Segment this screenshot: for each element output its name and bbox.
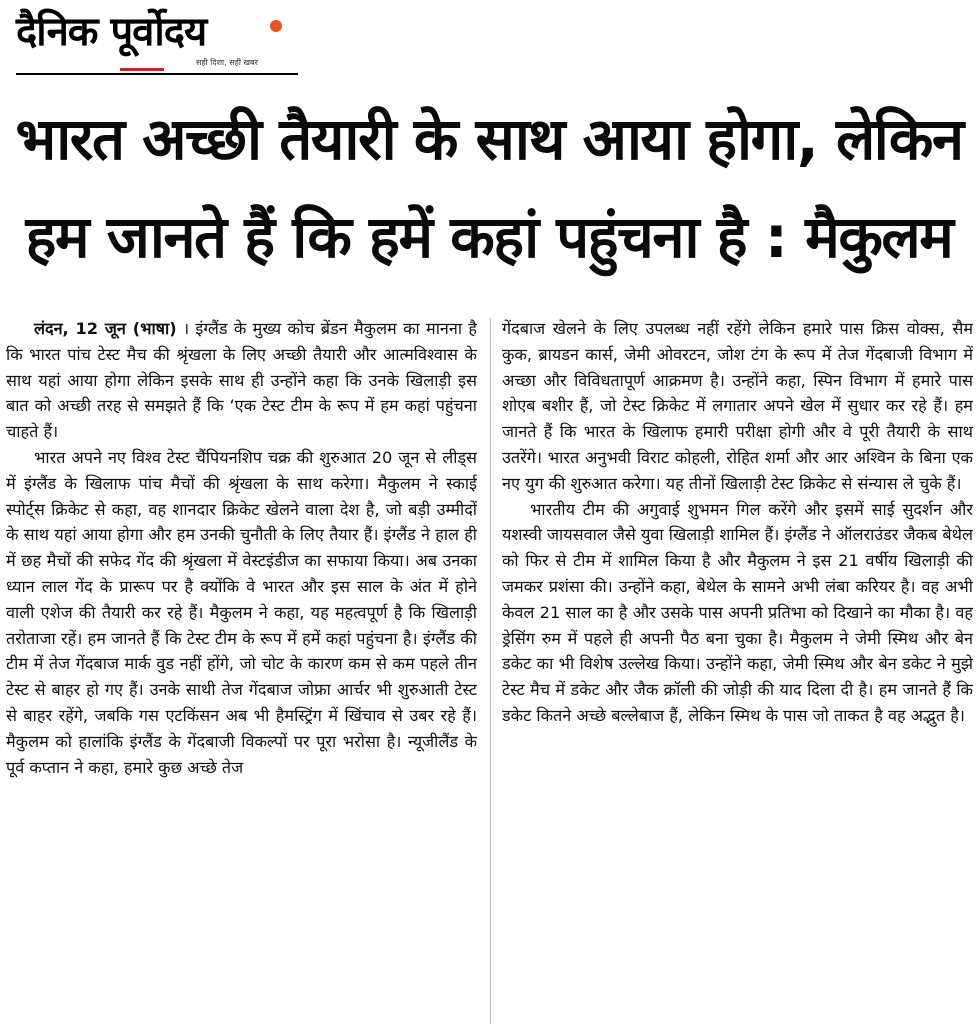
- masthead-red-strip: [120, 68, 164, 71]
- masthead: [8, 6, 290, 74]
- masthead-rule: [16, 73, 298, 75]
- column-divider: [490, 318, 491, 1024]
- article-paragraph-2-continued: गेंदबाज खेलने के लिए उपलब्ध नहीं रहेंगे लेकिन हमारे पास क्रिस वोक्स, सैम कुक, ब्रायडन कार्स, जेमी ओवरटन, जोश टंग के रूप में तेज गेंदबाजी विभाग में अच्छा और विविधतापूर्ण आक्रमण है। उन्होंने कहा, स्पिन विभाग में हमारे पास शोएब बशीर हैं, जो टेस्ट क्रिकेट में लगातार अपने खेल में सुधार कर रहे हैं। हम जानते हैं कि भारत के खिलाफ हमारी परीक्षा होगी और वे पूरी तैयारी के साथ उतरेंगे। भारत अनुभवी विराट कोहली, रोहित शर्मा और आर अश्विन के बिना एक नए युग की शुरुआत करेगा। यह तीनों खिलाड़ी टेस्ट क्रिकेट से संन्यास ले चुके हैं।: [502, 319, 973, 493]
- headline-line-2: हम जानते हैं कि हमें कहां पहुंचना है : मैकुलम: [25, 203, 953, 271]
- article-paragraph-1: [6, 316, 477, 445]
- article-column-left: [6, 316, 477, 1028]
- logo-dot-icon: [270, 20, 282, 32]
- article-column-right: [502, 316, 973, 1028]
- dateline: लंदन, 12 जून (भाषा): [34, 319, 177, 338]
- article-body: [6, 316, 972, 1028]
- article-paragraph-2: भारत अपने नए विश्व टेस्ट चैंपियनशिप चक्र की शुरुआत 20 जून से लीड्स में इंग्लैंड के खिलाफ पांच मैचों की श्रृंखला के साथ करेगा। मैकुलम ने स्काई स्पोर्ट्स क्रिकेट से कहा, वह शानदार क्रिकेट खेलने वाला देश है, जो बड़ी उम्मीदों के साथ यहां आया होगा और हम उनकी चुनौती के लिए तैयार हैं। इंग्लैंड ने हाल ही में छह मैचों की सफेद गेंद की श्रृंखला में वेस्टइंडीज का सफाया किया। अब उनका ध्यान लाल गेंद के प्रारूप पर है क्योंकि वे भारत और इस साल के अंत में होने वाली एशेज की तैयारी कर रहे हैं। मैकुलम ने कहा, यह महत्वपूर्ण है कि खिलाड़ी तरोताजा रहें। हम जानते हैं कि टेस्ट टीम के रूप में हमें कहां पहुंचना है। इंग्लैंड की टीम में तेज गेंदबाज मार्क वुड नहीं होंगे, जो चोट के कारण कम से कम पहले तीन टेस्ट से बाहर हो गए हैं। उनके साथी तेज गेंदबाज जोफ्रा आर्चर भी शुरुआती टेस्ट से बाहर रहेंगे, जबकि गस एटकिंसन अब भी हैमस्ट्रिंग में खिंचाव से उबर रहे हैं। मैकुलम को हालांकि इंग्लैंड के गेंदबाजी विकल्पों पर पूरा भरोसा है। न्यूजीलैंड के पूर्व कप्तान ने कहा, हमारे कुछ अच्छे तेज: [6, 447, 477, 777]
- headline-line-1: भारत अच्छी तैयारी के साथ आया होगा, लेकिन: [15, 105, 963, 173]
- newspaper-tagline: सही दिशा, सही खबर: [196, 58, 258, 67]
- newspaper-name: दैनिक पूर्वोदय: [16, 9, 207, 55]
- paragraph-1-text: । इंग्लैंड के मुख्य कोच ब्रेंडन मैकुलम का मानना है कि भारत पांच टेस्ट मैच की श्रृंखला के लिए अच्छी तैयारी और आत्मविश्वास के साथ यहां आया होगा लेकिन इसके साथ ही उन्होंने कहा कि उनके खिलाड़ी इस बात को अच्छी तरह से समझते हैं कि ‘एक टेस्ट टीम के रूप में हम कहां पहुंचना चाहते हैं।: [6, 319, 477, 442]
- headline: [14, 90, 964, 286]
- article-paragraph-3: भारतीय टीम की अगुवाई शुभमन गिल करेंगे और इसमें साई सुदर्शन और यशस्वी जायसवाल जैसे युवा खिलाड़ी शामिल हैं। इंग्लैंड ने ऑलराउंडर जैकब बेथेल को फिर से टीम में शामिल किया है और मैकुलम ने इस 21 वर्षीय खिलाड़ी की जमकर प्रशंसा की। उन्होंने कहा, बेथेल के सामने अभी लंबा करियर है। वह अभी केवल 21 साल का है और उसके पास अपनी प्रतिभा को दिखाने का मौका है। वह ड्रेसिंग रुम में पहले ही अपनी पैठ बना चुका है। मैकुलम ने जेमी स्मिथ और बेन डकेट का भी विशेष उल्लेख किया। उन्होंने कहा, जेमी स्मिथ और बेन डकेट ने मुझे टेस्ट मैच में डकेट और जैक क्रॉली की जोड़ी की याद दिला दी है। हम जानते हैं कि डकेट कितने अच्छे बल्लेबाज हैं, लेकिन स्मिथ के पास जो ताकत है वह अद्भुत है।: [502, 499, 973, 725]
